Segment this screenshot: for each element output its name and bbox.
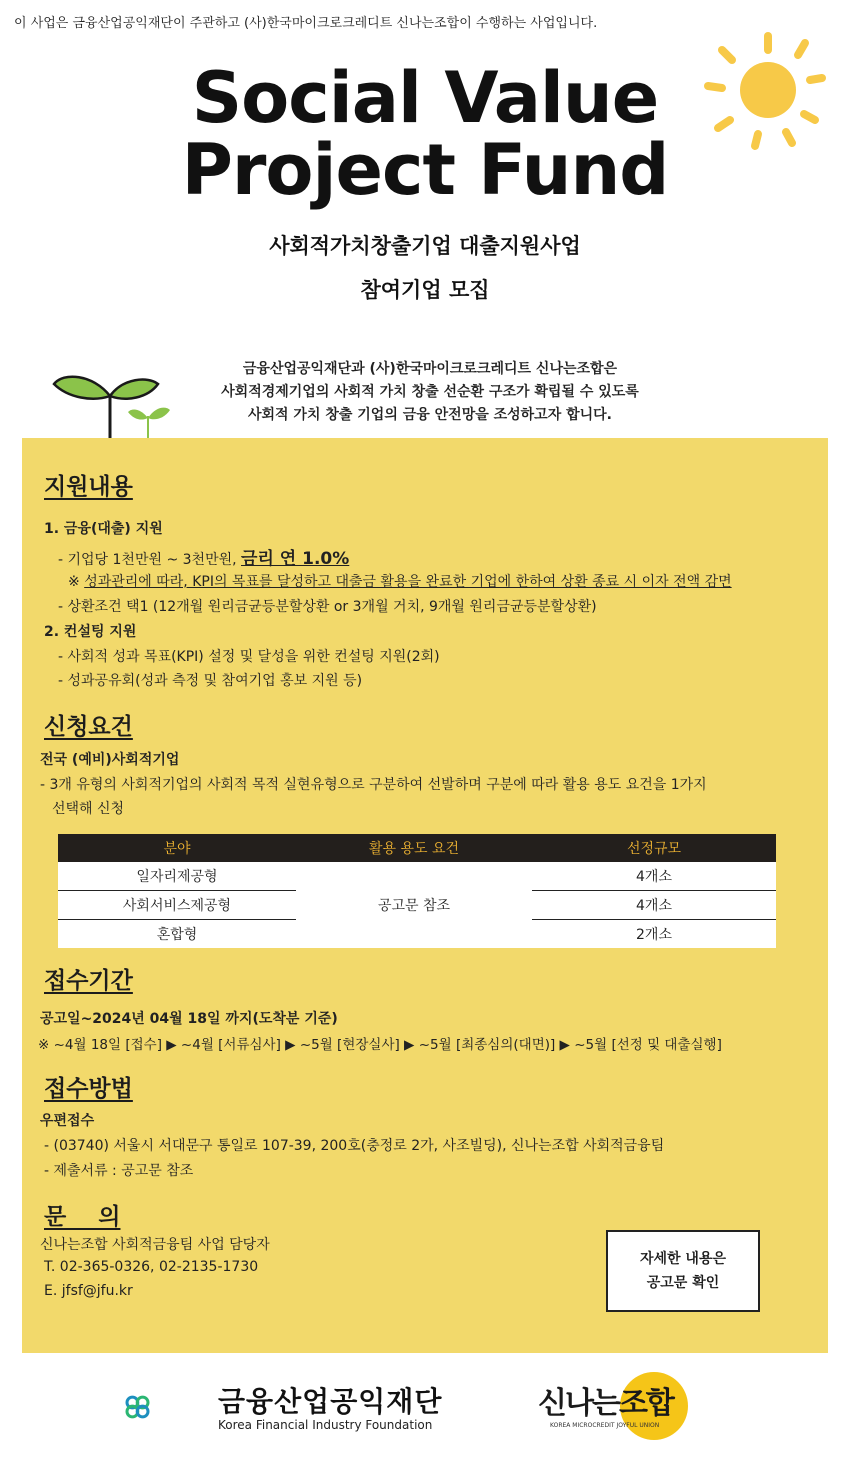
intro-line-2: 사회적경제기업의 사회적 가치 창출 선순환 구조가 확립될 수 있도록 [221, 384, 639, 400]
requirements-desc-1: - 3개 유형의 사회적기업의 사회적 목적 실현유형으로 구분하여 선발하며 구분에 따라 활용 용도 요건을 1가지 [40, 777, 707, 793]
contact-name: 신나는조합 사회적금융팀 사업 담당자 [40, 1237, 270, 1253]
method-docs: - 제출서류 : 공고문 참조 [44, 1163, 194, 1179]
period-schedule: ※ ~4월 18일 [접수] ▶ ~4월 [서류심사] ▶ ~5월 [현장실사] ▶ ~5월 [최종심의(대면)] ▶ ~5월 [선정 및 대출실행] [38, 1037, 722, 1053]
detail-line-1: 자세한 내용은 [639, 1251, 727, 1267]
kfif-name: 금융산업공익재단 [218, 1385, 443, 1418]
kfif-logo-icon [124, 1372, 214, 1442]
support-item-1-repay: - 상환조건 택1 (12개월 원리금균등분할상환 or 3개월 거치, 9개월 원리금균등분할상환) [58, 599, 597, 615]
joyful-union-sub: KOREA MICROCREDIT JOYFUL UNION [550, 1422, 660, 1429]
table-cell: 4개소 [532, 862, 776, 891]
joyful-union-name: 신나는조합 [538, 1386, 673, 1421]
interest-rate: 금리 연 1.0% [241, 549, 350, 569]
top-note: 이 사업은 금융산업공익재단이 주관하고 (사)한국마이크로크레디트 신나는조합이 수행하는 사업입니다. [14, 16, 598, 31]
kfif-english-name: Korea Financial Industry Foundation [218, 1418, 433, 1432]
table-cell: 사회서비스제공형 [58, 891, 296, 920]
title-line-2: Project Fund [181, 129, 669, 211]
support-item-2: 2. 컨설팅 지원 [44, 624, 137, 640]
detail-notice-box [606, 1230, 760, 1312]
period-heading: 접수기간 [44, 968, 133, 994]
subtitle-line-1: 사회적가치창출기업 대출지원사업 [269, 234, 581, 258]
period-date: 공고일~2024년 04월 18일 까지(도착분 기준) [40, 1011, 338, 1027]
support-item-2-a: - 사회적 성과 목표(KPI) 설정 및 달성을 위한 컨설팅 지원(2회) [58, 649, 440, 665]
support-item-1-amount [58, 544, 349, 569]
requirements-desc-2: 선택해 신청 [52, 801, 125, 817]
support-item-1-note [68, 571, 732, 591]
amount-text: - 기업당 1천만원 ~ 3천만원, [58, 552, 242, 568]
contact-email: E. jfsf@jfu.kr [44, 1283, 133, 1299]
requirements-target: 전국 (예비)사회적기업 [40, 752, 180, 768]
support-item-1: 1. 금융(대출) 지원 [44, 521, 163, 537]
subtitle-line-2: 참여기업 모집 [360, 278, 490, 302]
intro-line-1: 금융산업공익재단과 (사)한국마이크로크레디트 신나는조합은 [242, 361, 618, 377]
method-address: - (03740) 서울시 서대문구 통일로 107-39, 200호(충정로 2가, 사조빌딩), 신나는조합 사회적금융팀 [44, 1138, 665, 1154]
table-header-scale: 선정규모 [532, 834, 776, 862]
contact-heading: 문 의 [44, 1204, 121, 1230]
table-cell: 2개소 [532, 920, 776, 949]
table-header-field: 분야 [58, 834, 296, 862]
joyful-union-logo [536, 1368, 706, 1448]
table-cell: 혼합형 [58, 920, 296, 949]
detail-line-2: 공고문 확인 [646, 1275, 720, 1291]
selection-table [58, 834, 776, 948]
intro-text [150, 358, 710, 427]
support-heading: 지원내용 [44, 474, 133, 500]
table-cell: 일자리제공형 [58, 862, 296, 891]
table-row [58, 862, 776, 891]
table-merged-cell: 공고문 참조 [296, 862, 532, 948]
note-text: 성과관리에 따라, KPI의 목표를 달성하고 대출금 활용을 완료한 기업에 한하여 상환 종료 시 이자 전액 감면 [84, 574, 732, 590]
table-header-usage: 활용 용도 요건 [296, 834, 532, 862]
support-item-2-b: - 성과공유회(성과 측정 및 참여기업 홍보 지원 등) [58, 673, 363, 689]
method-type: 우편접수 [40, 1113, 95, 1129]
title-line-1: Social Value [191, 57, 659, 139]
table-cell: 4개소 [532, 891, 776, 920]
method-heading: 접수방법 [44, 1076, 133, 1102]
contact-tel: T. 02-365-0326, 02-2135-1730 [44, 1259, 259, 1275]
requirements-heading: 신청요건 [44, 714, 133, 740]
intro-line-3: 사회적 가치 창출 기업의 금융 안전망을 조성하고자 합니다. [247, 407, 612, 423]
note-mark: ※ [68, 574, 85, 590]
